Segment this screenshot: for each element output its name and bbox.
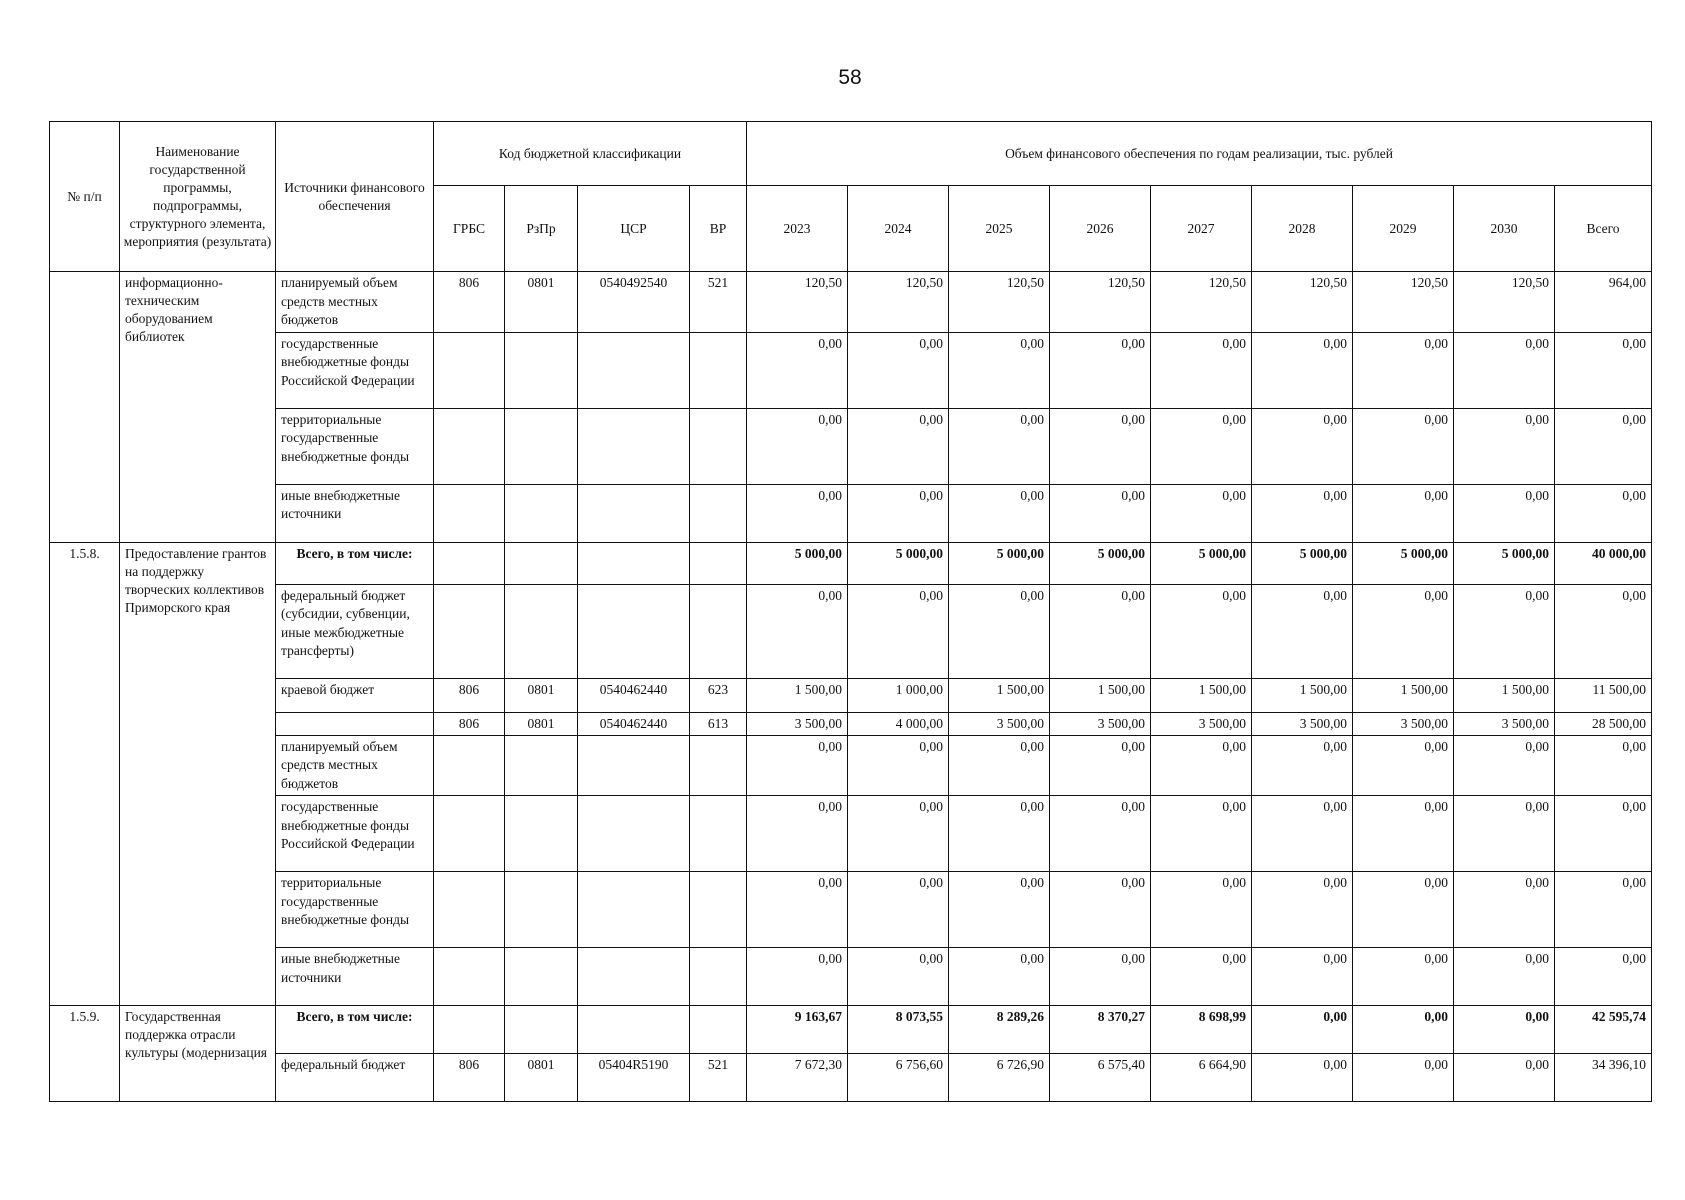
funding-source [276,712,434,735]
year-value: 1 500,00 [1151,678,1252,712]
rzpr-code [505,484,578,542]
vr-code [690,1006,747,1054]
year-value: 5 000,00 [1252,542,1353,584]
rzpr-code: 0801 [505,1054,578,1102]
year-value: 0,00 [848,484,949,542]
grbs-code: 806 [434,712,505,735]
grbs-code [434,1006,505,1054]
header-kbk: Код бюджетной классификации [434,122,747,186]
year-value: 0,00 [1353,735,1454,796]
year-value: 0,00 [1252,332,1353,408]
grbs-code [434,872,505,948]
year-value: 0,00 [1454,948,1555,1006]
csr-code [578,332,690,408]
year-value: 0,00 [949,332,1050,408]
row-name: информационно-техническим оборудованием библиотек [120,272,276,543]
year-value: 0,00 [1050,872,1151,948]
vr-code: 521 [690,272,747,333]
funding-source: иные внебюджетные источники [276,948,434,1006]
table-row [50,484,1652,542]
table-row [50,272,1652,333]
rzpr-code [505,408,578,484]
header-csr: ЦСР [578,186,690,272]
total-value: 0,00 [1555,408,1652,484]
total-value: 0,00 [1555,332,1652,408]
year-value: 1 500,00 [949,678,1050,712]
budget-table [49,121,1652,1102]
year-value: 0,00 [949,584,1050,678]
year-value: 0,00 [1353,484,1454,542]
csr-code [578,542,690,584]
csr-code: 05404R5190 [578,1054,690,1102]
header-num: № п/п [50,122,120,272]
vr-code [690,796,747,872]
total-value: 40 000,00 [1555,542,1652,584]
vr-code: 613 [690,712,747,735]
year-value: 1 500,00 [1050,678,1151,712]
csr-code [578,484,690,542]
year-value: 120,50 [848,272,949,333]
csr-code: 0540462440 [578,712,690,735]
funding-source: государственные внебюджетные фонды Российской Федерации [276,796,434,872]
vr-code [690,584,747,678]
vr-code: 521 [690,1054,747,1102]
table-row [50,542,1652,584]
year-value: 6 756,60 [848,1054,949,1102]
year-value: 5 000,00 [1454,542,1555,584]
row-number [50,272,120,543]
total-value: 34 396,10 [1555,1054,1652,1102]
year-value: 3 500,00 [1454,712,1555,735]
table-row [50,678,1652,712]
rzpr-code [505,584,578,678]
funding-source: Всего, в том числе: [276,542,434,584]
year-value: 0,00 [1454,408,1555,484]
table-row [50,1054,1652,1102]
header-year: 2023 [747,186,848,272]
csr-code [578,1006,690,1054]
vr-code: 623 [690,678,747,712]
funding-source: планируемый объем средств местных бюджетов [276,735,434,796]
total-value: 0,00 [1555,584,1652,678]
year-value: 0,00 [1252,484,1353,542]
year-value: 0,00 [747,584,848,678]
table-row [50,332,1652,408]
grbs-code [434,332,505,408]
vr-code [690,484,747,542]
year-value: 0,00 [1252,796,1353,872]
grbs-code: 806 [434,272,505,333]
year-value: 8 698,99 [1151,1006,1252,1054]
year-value: 120,50 [949,272,1050,333]
year-value: 0,00 [1252,1006,1353,1054]
rzpr-code [505,872,578,948]
year-value: 0,00 [1353,408,1454,484]
year-value: 5 000,00 [1353,542,1454,584]
year-value: 8 370,27 [1050,1006,1151,1054]
year-value: 0,00 [1151,332,1252,408]
year-value: 0,00 [1454,1054,1555,1102]
header-total: Всего [1555,186,1652,272]
year-value: 0,00 [1252,1054,1353,1102]
year-value: 0,00 [1050,735,1151,796]
csr-code: 0540492540 [578,272,690,333]
year-value: 5 000,00 [747,542,848,584]
rzpr-code [505,332,578,408]
csr-code [578,872,690,948]
year-value: 0,00 [1050,408,1151,484]
total-value: 42 595,74 [1555,1006,1652,1054]
funding-source: Всего, в том числе: [276,1006,434,1054]
table-row [50,584,1652,678]
total-value: 0,00 [1555,484,1652,542]
header-year: 2026 [1050,186,1151,272]
year-value: 0,00 [1151,584,1252,678]
grbs-code: 806 [434,678,505,712]
year-value: 0,00 [1353,332,1454,408]
year-value: 3 500,00 [1252,712,1353,735]
year-value: 1 000,00 [848,678,949,712]
rzpr-code [505,1006,578,1054]
header-year: 2025 [949,186,1050,272]
year-value: 3 500,00 [949,712,1050,735]
year-value: 0,00 [1151,872,1252,948]
year-value: 0,00 [848,796,949,872]
year-value: 0,00 [1151,735,1252,796]
year-value: 6 575,40 [1050,1054,1151,1102]
funding-source: территориальные государственные внебюджетные фонды [276,408,434,484]
year-value: 120,50 [747,272,848,333]
header-year: 2027 [1151,186,1252,272]
year-value: 120,50 [1050,272,1151,333]
year-value: 0,00 [1050,484,1151,542]
year-value: 0,00 [848,872,949,948]
year-value: 5 000,00 [949,542,1050,584]
year-value: 0,00 [949,872,1050,948]
header-year: 2029 [1353,186,1454,272]
year-value: 0,00 [1252,948,1353,1006]
vr-code [690,408,747,484]
header-grbs: ГРБС [434,186,505,272]
table-body [50,272,1652,1102]
year-value: 0,00 [848,332,949,408]
year-value: 0,00 [1454,332,1555,408]
rzpr-code: 0801 [505,712,578,735]
row-number: 1.5.8. [50,542,120,1006]
year-value: 0,00 [1050,796,1151,872]
total-value: 0,00 [1555,948,1652,1006]
row-number: 1.5.9. [50,1006,120,1102]
year-value: 0,00 [848,584,949,678]
grbs-code: 806 [434,1054,505,1102]
year-value: 0,00 [1454,796,1555,872]
year-value: 0,00 [1252,735,1353,796]
year-value: 0,00 [747,735,848,796]
total-value: 28 500,00 [1555,712,1652,735]
year-value: 1 500,00 [1353,678,1454,712]
rzpr-code [505,948,578,1006]
year-value: 0,00 [1353,1054,1454,1102]
year-value: 6 664,90 [1151,1054,1252,1102]
funding-source: планируемый объем средств местных бюджетов [276,272,434,333]
year-value: 0,00 [949,948,1050,1006]
year-value: 0,00 [747,872,848,948]
table-row [50,735,1652,796]
year-value: 0,00 [1353,796,1454,872]
year-value: 1 500,00 [1252,678,1353,712]
vr-code [690,542,747,584]
year-value: 0,00 [848,948,949,1006]
table-row [50,1006,1652,1054]
year-value: 120,50 [1252,272,1353,333]
year-value: 0,00 [747,408,848,484]
header-rzpr: РзПр [505,186,578,272]
year-value: 0,00 [949,735,1050,796]
year-value: 3 500,00 [1353,712,1454,735]
vr-code [690,735,747,796]
funding-source: федеральный бюджет (субсидии, субвенции, иные межбюджетные трансферты) [276,584,434,678]
year-value: 0,00 [1050,584,1151,678]
year-value: 0,00 [949,796,1050,872]
header-source: Источники финансового обеспечения [276,122,434,272]
year-value: 0,00 [949,484,1050,542]
funding-source: федеральный бюджет [276,1054,434,1102]
year-value: 3 500,00 [747,712,848,735]
year-value: 120,50 [1454,272,1555,333]
grbs-code [434,542,505,584]
rzpr-code: 0801 [505,678,578,712]
year-value: 4 000,00 [848,712,949,735]
year-value: 5 000,00 [848,542,949,584]
year-value: 0,00 [1353,1006,1454,1054]
total-value: 0,00 [1555,872,1652,948]
year-value: 120,50 [1353,272,1454,333]
total-value: 0,00 [1555,796,1652,872]
year-value: 0,00 [1252,584,1353,678]
csr-code [578,948,690,1006]
year-value: 0,00 [848,735,949,796]
rzpr-code [505,796,578,872]
year-value: 120,50 [1151,272,1252,333]
year-value: 8 289,26 [949,1006,1050,1054]
year-value: 0,00 [1454,584,1555,678]
year-value: 0,00 [1454,484,1555,542]
year-value: 0,00 [1454,872,1555,948]
total-value: 964,00 [1555,272,1652,333]
header-name: Наименование государственной программы, подпрограммы, структурного элемента, мероприятия (результата) [120,122,276,272]
year-value: 8 073,55 [848,1006,949,1054]
year-value: 5 000,00 [1050,542,1151,584]
header-volume: Объем финансового обеспечения по годам реализации, тыс. рублей [747,122,1652,186]
year-value: 0,00 [1050,948,1151,1006]
year-value: 0,00 [1252,408,1353,484]
table-row [50,872,1652,948]
year-value: 6 726,90 [949,1054,1050,1102]
grbs-code [434,796,505,872]
vr-code [690,332,747,408]
table-row [50,948,1652,1006]
grbs-code [434,408,505,484]
year-value: 0,00 [1454,735,1555,796]
year-value: 0,00 [1151,408,1252,484]
table-row [50,712,1652,735]
csr-code [578,584,690,678]
header-year: 2028 [1252,186,1353,272]
header-year: 2030 [1454,186,1555,272]
header-year: 2024 [848,186,949,272]
row-name: Предоставление грантов на поддержку творческих коллективов Приморского края [120,542,276,1006]
year-value: 0,00 [747,948,848,1006]
year-value: 0,00 [1353,948,1454,1006]
table-row [50,796,1652,872]
csr-code [578,735,690,796]
year-value: 9 163,67 [747,1006,848,1054]
year-value: 0,00 [1353,584,1454,678]
year-value: 0,00 [747,796,848,872]
funding-source: краевой бюджет [276,678,434,712]
year-value: 1 500,00 [747,678,848,712]
rzpr-code [505,735,578,796]
rzpr-code: 0801 [505,272,578,333]
year-value: 0,00 [1252,872,1353,948]
year-value: 0,00 [848,408,949,484]
funding-source: государственные внебюджетные фонды Российской Федерации [276,332,434,408]
year-value: 0,00 [747,332,848,408]
row-name: Государственная поддержка отрасли культуры (модернизация [120,1006,276,1102]
vr-code [690,872,747,948]
year-value: 3 500,00 [1050,712,1151,735]
funding-source: территориальные государственные внебюджетные фонды [276,872,434,948]
year-value: 0,00 [1353,872,1454,948]
total-value: 11 500,00 [1555,678,1652,712]
csr-code [578,408,690,484]
grbs-code [434,735,505,796]
header-vr: ВР [690,186,747,272]
year-value: 1 500,00 [1454,678,1555,712]
year-value: 5 000,00 [1151,542,1252,584]
year-value: 7 672,30 [747,1054,848,1102]
year-value: 0,00 [1151,484,1252,542]
funding-source: иные внебюджетные источники [276,484,434,542]
year-value: 0,00 [1454,1006,1555,1054]
total-value: 0,00 [1555,735,1652,796]
rzpr-code [505,542,578,584]
grbs-code [434,484,505,542]
csr-code [578,796,690,872]
grbs-code [434,948,505,1006]
csr-code: 0540462440 [578,678,690,712]
table-row [50,408,1652,484]
year-value: 3 500,00 [1151,712,1252,735]
page-number: 58 [838,66,862,89]
year-value: 0,00 [1151,948,1252,1006]
grbs-code [434,584,505,678]
vr-code [690,948,747,1006]
year-value: 0,00 [949,408,1050,484]
year-value: 0,00 [1050,332,1151,408]
year-value: 0,00 [1151,796,1252,872]
year-value: 0,00 [747,484,848,542]
